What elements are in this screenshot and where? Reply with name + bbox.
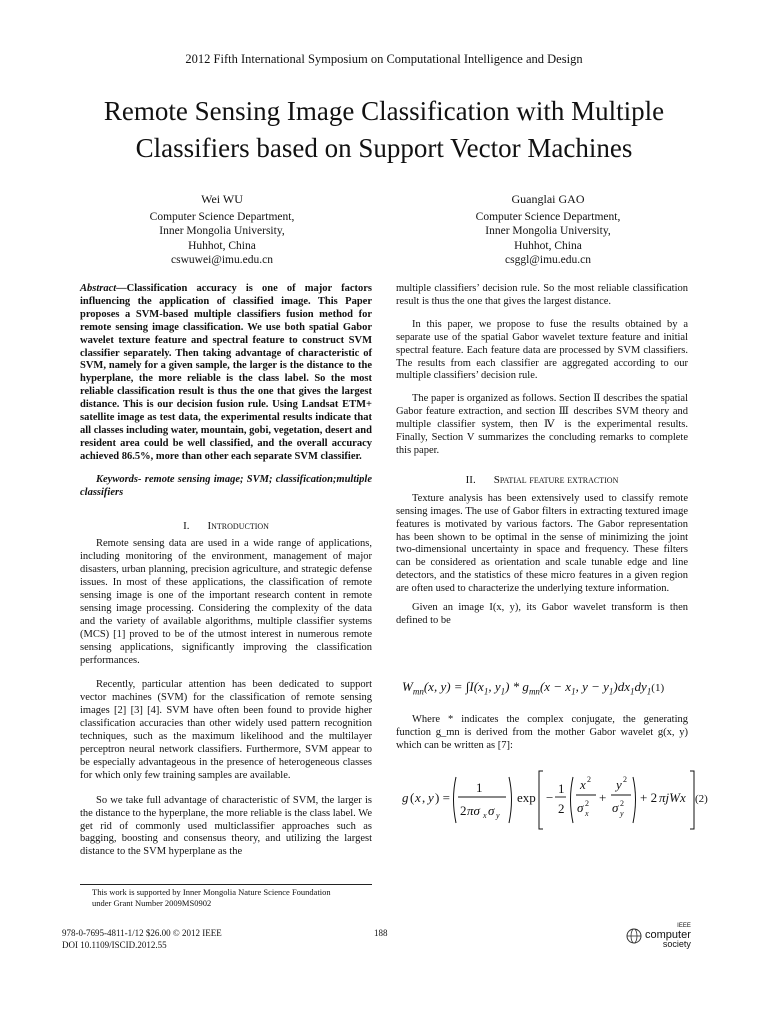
footnote-divider [80,884,372,885]
abstract [80,283,372,464]
author-affiliation: Computer Science Department, [475,211,621,224]
doi: DOI 10.1109/ISCID.2012.55 [62,940,167,950]
intro-paragraph-1: Remote sensing data are used in a wide range of applications, including monitoring of the environment, management of major disasters, urban planning, precision agriculture, and strategic defense issues. In most of these applications, the classification of remote sensing image is one of the important research content in remote sensing image processing. Considering the complexity of the data and the variety of available algorithms, multiple classifier systems (MCS) [1] proved to be of the utmost interest in numerous remote sensing applications, significantly improving the classification performances. [80,538,372,666]
svg-text:,: , [422,790,426,805]
section-number: I. [183,519,190,532]
svg-text:σ: σ [612,800,619,815]
svg-text:+: + [599,790,607,805]
paragraph-organization: The paper is organized as follows. Section Ⅱ describes the spatial Gabor feature extraction, and section Ⅲ describes SVM theory and multiple classifier system, then Ⅳ is the experimental results. Finally, Section V summarizes the concluding remarks to complete this paper. [396,393,688,456]
logo-top: IEEE [677,923,691,929]
right-column-cont [396,714,688,753]
section-heading-2 [396,474,688,487]
svg-text:x: x [415,790,421,805]
section-number: II. [465,473,476,486]
svg-text:(: ( [410,790,415,805]
svg-text:2: 2 [460,803,467,818]
section-title: Introduction [207,519,269,532]
globe-icon [626,928,642,944]
sec2-paragraph-3: Where * indicates the complex conjugate, the generating function g_mn is derived from the mother Gabor wavelet g(x, y) which can be written as [7]: [396,714,688,751]
section-heading-1 [80,520,372,533]
svg-text:σ: σ [488,803,495,818]
svg-text:x: x [580,777,586,792]
svg-text:) =: ) = [435,790,450,805]
left-column [80,283,372,859]
sec2-paragraph-2: Given an image I(x, y), its Gabor wavelet transform is then defined to be [396,602,688,626]
svg-text:x: x [483,811,487,820]
isbn: 978-0-7695-4811-1/12 $26.00 © 2012 IEEE [62,928,222,938]
sec2-paragraph-1: Texture analysis has been extensively used to classify remote sensing images. The use of Gabor filters in extracting textured image features is motivated by various factors. The Gabor representation has been shown to be optimal in the sense of minimizing the joint two-dimensional uncertainty in space and frequency. These filters can be considered as orientation and scale tunable edge and line detectors, and the statistics of these micro features in a given region are often used to characterize the underlying texture information. [396,492,688,595]
svg-text:πσ: πσ [467,803,480,818]
svg-text:σ: σ [577,800,584,815]
svg-text:exp: exp [517,790,536,805]
title-line-1: Remote Sensing Image Classification with Multiple [103,96,665,126]
equation-2 [400,765,700,835]
svg-text:g: g [402,790,409,805]
author-affiliation: Computer Science Department, [149,211,295,224]
author-email: cswuwei@imu.edu.cn [171,253,273,266]
author-affiliation: Inner Mongolia University, [485,225,611,238]
logo-sub: society [662,939,691,949]
svg-text:y: y [616,777,622,792]
page-number: 188 [374,928,388,938]
keywords: Keywords- remote sensing image; SVM; classification;multiple classifiers [80,473,372,498]
svg-text:2: 2 [558,801,565,816]
svg-text:πjWx: πjWx [659,790,686,805]
right-column [396,283,688,628]
abstract-text: —Classification accuracy is one of major factors influencing the application of classified image. This Paper proposes a SVM-based multiple classifiers fusion method for remote sensing image classification. We use both spatial Gabor wavelet texture feature and spectral feature to construct SVM classifier separately. Then taking advantage of characteristic of SVM, namely for a given sample, the larger is the distance to the hyperplane, the more reliable is the class label. So the most reliable classification result is thus the one that gives the largest distance. This is our decision fusion rule. Using Landsat ETM+ satellite image as test data, the experimental results indicate that all classes including water, mountain, gobi, vegetation, desert and resident area could be well classified, and the overall accuracy achieved 86.5%, more than other each separate SVM classifier. [80,283,372,462]
svg-text:2: 2 [585,799,589,808]
author-location: Huhhot, China [514,239,582,252]
equation-1: $W_{mn}(x$, $y) = \int I(x_1$, $y_1) * g_{mn}(x - x_1$, $y - y_1)dx_1dy_1(1)$ [402,679,665,697]
publication-info [62,927,302,951]
logo-main: computer [645,929,691,941]
svg-text:y: y [428,790,434,805]
author-affiliation: Inner Mongolia University, [159,225,285,238]
section-title: Spatial feature extraction [493,473,619,486]
author-block-1 [112,192,332,267]
title-line-2: Classifiers based on Support Vector Machines [135,133,633,163]
footnote [92,887,392,909]
footnote-line: This work is supported by Inner Mongolia Nature Science Foundation [92,887,331,897]
footnote-line: under Grant Number 2009MS0902 [92,898,212,908]
publisher-logo [626,922,691,949]
continued-paragraph: multiple classifiers’ decision rule. So the most reliable classification result is thus the one that gives the largest distance. [396,283,688,307]
author-name: Guanglai GAO [511,192,585,206]
svg-text:2: 2 [620,799,624,808]
svg-text:−: − [546,790,554,805]
abstract-label: Abstract [80,283,117,294]
author-email: csggl@imu.edu.cn [505,253,591,266]
author-name: Wei WU [201,192,243,206]
svg-text:2: 2 [587,775,591,784]
author-block-2 [438,192,658,267]
svg-text:+ 2: + 2 [640,790,658,805]
svg-text:2: 2 [623,775,627,784]
svg-text:x: x [585,809,589,818]
intro-paragraph-3: So we take full advantage of characteristic of SVM, the larger is the distance to the hyperplane, the more reliable is the class label. We get rid of commonly used multiclassifier approaches such as bagging, boosting and consensus theory, and utilizing the largest distance to the SVM hyperplane as the [80,794,372,858]
svg-text:1: 1 [558,781,565,796]
svg-text:y: y [496,811,500,820]
svg-text:1: 1 [476,780,483,795]
intro-paragraph-2: Recently, particular attention has been dedicated to support vector machines (SVM) for the classification of remote sensing images [2] [3] [4]. SVM have often been found to provide higher classification accuracies than other widely used pattern recognition techniques, such as the maximum likelihood and the multilayer perceptron neural network classifiers. Furthermore, SVM appear to be especially advantageous in the presence of heterogeneous classes for which only few training samples are available. [80,679,372,781]
equation-number: (2) [695,793,708,805]
paper-title [40,93,728,167]
conference-header: 2012 Fifth International Symposium on Computational Intelligence and Design [185,52,583,66]
logo-wordmark [645,922,691,949]
paragraph-proposal: In this paper, we propose to fuse the results obtained by a separate use of the spatial Gabor wavelet texture feature and initial spectral feature. Each feature data are processed by SVM classifiers. The results from each classifier are aggregated according to our multiple classifiers’ decision rule. [396,318,688,382]
equation-number: (1) [651,682,665,694]
author-location: Huhhot, China [188,239,256,252]
svg-text:y: y [620,809,624,818]
